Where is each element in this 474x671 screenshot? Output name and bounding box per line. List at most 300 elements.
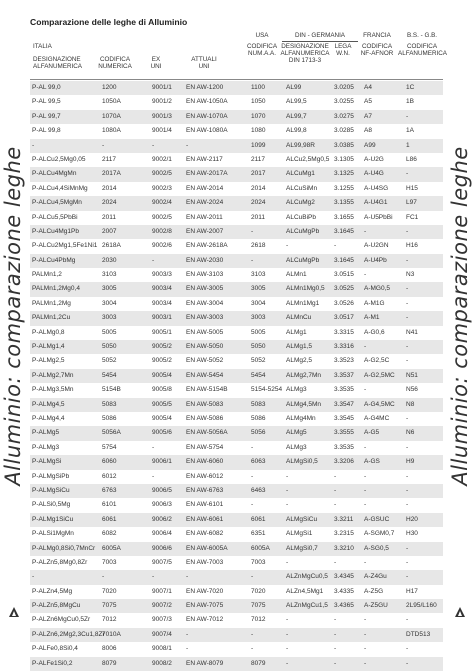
cell-din-lega: 3.4365 [334,602,354,610]
cell-afnor-codifica: A-G5 [364,429,380,437]
cell-ex-uni: 9002/6 [152,242,172,250]
cell-usa-codifica: - [251,630,254,638]
cell-afnor-codifica: - [364,386,367,394]
table-row [30,513,443,527]
cell-afnor-codifica: A-M1 [364,314,380,322]
cell-bs-codifica: L86 [406,155,417,163]
header-gb-codifica: CODIFICA ALFANUMERICA [398,43,447,57]
header-italia: ITALIA [33,43,52,50]
cell-codifica-numerica: 7075 [102,602,117,610]
cell-designazione: P-ALFe1Si0,2 [32,659,73,667]
cell-designazione: P-ALMg2,7Mn [32,371,74,379]
cell-din-designazione: AL99,7 [286,112,307,120]
cell-afnor-codifica: A-SGM0,7 [364,530,395,538]
cell-afnor-codifica: - [364,630,367,638]
cell-din-lega: 3.1255 [334,184,354,192]
cell-codifica-numerica: 3103 [102,271,117,279]
cell-afnor-codifica: A-GSUC [364,515,390,523]
table-row [30,268,443,282]
cell-din-lega: - [334,472,337,480]
cell-attuali-uni: EN AW-2011 [186,213,223,221]
table-row [30,441,443,455]
header-ex-uni: EX UNI [150,56,162,70]
header-usa: USA [255,32,269,39]
cell-din-designazione: ALMn1Mg1 [286,299,320,307]
cell-designazione: P-ALMg0,8 [32,328,65,336]
cell-attuali-uni: EN AW-2117 [186,155,223,163]
cell-bs-codifica: 1B [406,98,414,106]
cell-bs-codifica: H17 [406,587,418,595]
cell-din-designazione: ALCuMgPb [286,256,320,264]
cell-usa-codifica: - [251,501,254,509]
cell-ex-uni: 9006/1 [152,458,172,466]
cell-usa-codifica: 7003 [251,558,266,566]
cell-ex-uni: 9002/3 [152,184,172,192]
cell-afnor-codifica: A-Z5GU [364,602,388,610]
cell-din-lega: - [334,558,337,566]
cell-codifica-numerica: - [102,141,105,149]
cell-ex-uni: 9006/5 [152,486,172,494]
cell-bs-codifica: N8 [406,400,415,408]
table-row [30,657,443,671]
cell-bs-codifica: N3 [406,271,415,279]
cell-din-designazione: ALMgSi0,7 [286,544,318,552]
cell-din-designazione: ALMg3 [286,443,307,451]
cell-usa-codifica: 5154-5254 [251,386,283,394]
cell-codifica-numerica: 3004 [102,299,117,307]
cell-designazione: P-ALZn4,5Mg [32,587,73,595]
table-row [30,124,443,138]
cell-bs-codifica: - [406,573,409,581]
cell-din-designazione: ALCuSiMn [286,184,318,192]
cell-din-designazione: ALMgSi1 [286,530,313,538]
cell-din-lega: 3.1325 [334,170,354,178]
cell-din-lega: 3.3535 [334,443,354,451]
cell-designazione: - [32,573,35,581]
cell-din-lega: 3.1655 [334,213,354,221]
cell-afnor-codifica: - [364,558,367,566]
cell-bs-codifica: - [406,314,409,322]
cell-ex-uni: 9003/1 [152,314,172,322]
cell-ex-uni: 9002/1 [152,155,172,163]
table-row [30,556,443,570]
cell-attuali-uni: EN AW-5454 [186,371,224,379]
header-designazione: DESIGNAZIONE ALFANUMERICA [33,56,82,70]
cell-din-lega: 3.0255 [334,98,354,106]
cell-afnor-codifica: A-U2GN [364,242,389,250]
page-title: Comparazione delle leghe di Alluminio [30,17,188,27]
cell-afnor-codifica: A-M1G [364,299,385,307]
cell-usa-codifica: 5005 [251,328,266,336]
cell-bs-codifica: 2L95/L160 [406,602,437,610]
cell-usa-codifica: - [251,227,254,235]
cell-bs-codifica: L97 [406,199,417,207]
side-label-right [447,0,473,632]
cell-designazione: P-ALCu4PbMg [32,256,76,264]
cell-attuali-uni: EN AW-1200 [186,84,224,91]
cell-din-lega: 3.4345 [334,573,354,581]
cell-codifica-numerica: 6012 [102,472,117,480]
cell-din-designazione: ALCuMg2 [286,199,315,207]
cell-ex-uni: 9007/1 [152,587,172,595]
cell-usa-codifica: - [251,472,254,480]
cell-attuali-uni: - [186,630,189,638]
cell-ex-uni: 9006/6 [152,544,172,552]
cell-din-lega: 3.0525 [334,285,354,293]
cell-ex-uni: 9005/1 [152,328,172,336]
table-row [30,484,443,498]
cell-bs-codifica: FC1 [406,213,419,221]
cell-designazione: PALMn1,2 [32,271,62,279]
cell-usa-codifica: 2024 [251,199,266,207]
header-germania-lega: LEGA W.N. [334,43,352,57]
cell-usa-codifica: 1080 [251,127,266,135]
cell-din-designazione: ALMg2,5 [286,357,313,365]
cell-din-designazione: ALMnCu [286,314,312,322]
cell-attuali-uni: EN AW-1080A [186,127,228,135]
cell-ex-uni: 9003/4 [152,299,172,307]
cell-designazione: PALMn1,2Cu [32,314,71,322]
cell-ex-uni: 9005/8 [152,386,172,394]
cell-din-designazione: ALMn1Mg0,5 [286,285,325,293]
cell-attuali-uni: EN AW-1070A [186,112,228,120]
corner-mark-icon-left [7,605,21,619]
cell-ex-uni: 9006/4 [152,530,172,538]
cell-din-lega: - [334,659,337,667]
cell-ex-uni: 9008/2 [152,659,172,667]
table-row [30,398,443,412]
cell-usa-codifica: 3005 [251,285,266,293]
cell-din-lega: 3.3523 [334,357,354,365]
cell-bs-codifica: - [406,299,409,307]
cell-designazione: P-ALMgSiPb [32,472,70,480]
cell-din-lega: 3.1645 [334,256,354,264]
cell-attuali-uni: EN AW-5086 [186,414,224,422]
cell-codifica-numerica: 5052 [102,357,117,365]
cell-usa-codifica: 7075 [251,602,266,610]
cell-codifica-numerica: 2117 [102,155,116,163]
cell-designazione: P-ALZn5,8Mg0,8Zr [32,558,88,566]
cell-usa-codifica: 3003 [251,314,266,322]
cell-din-designazione: AL99 [286,84,302,91]
cell-designazione: P-ALMg1,4 [32,343,65,351]
cell-afnor-codifica: - [364,343,367,351]
cell-din-designazione: ALCuMg1 [286,170,315,178]
cell-afnor-codifica: A-U4Pb [364,256,387,264]
cell-din-lega: 3.3316 [334,343,354,351]
cell-afnor-codifica: A-U5PbBi [364,213,393,221]
cell-designazione: P-ALMg3,5Mn [32,386,74,394]
cell-attuali-uni: EN AW-8079 [186,659,224,667]
cell-attuali-uni: EN AW-6061 [186,515,224,523]
cell-attuali-uni: EN AW-3103 [186,271,224,279]
cell-bs-codifica: H20 [406,515,418,523]
cell-attuali-uni: EN AW-5154B [186,386,228,394]
cell-din-designazione: ALZnMgCu0,5 [286,573,328,581]
cell-usa-codifica: 5056 [251,429,266,437]
cell-din-designazione: - [286,486,289,494]
header-attuali-uni: ATTUALI UNI [191,56,217,70]
cell-din-lega: 3.3211 [334,515,354,523]
cell-ex-uni: 9005/2 [152,343,172,351]
cell-attuali-uni: EN AW-7012 [186,616,224,624]
cell-attuali-uni: EN AW-2030 [186,256,224,264]
table-row [30,455,443,469]
cell-usa-codifica: 5050 [251,343,266,351]
cell-bs-codifica: N56 [406,386,418,394]
cell-designazione: P-ALCu4MgMn [32,170,77,178]
cell-usa-codifica: - [251,645,254,653]
table-row [30,570,443,584]
cell-attuali-uni: EN AW-5052 [186,357,224,365]
cell-din-designazione: - [286,645,289,653]
cell-afnor-codifica: A-U4G1 [364,199,388,207]
side-label-left-text: Alluminio: comparazione leghe [1,146,25,486]
cell-din-designazione: ALZn4,5Mg1 [286,587,324,595]
cell-usa-codifica: 7020 [251,587,266,595]
cell-bs-codifica: - [406,357,409,365]
header-bottom-rule [30,79,443,80]
cell-ex-uni: 9006/2 [152,515,172,523]
cell-din-designazione: ALMg1 [286,328,307,336]
cell-bs-codifica: - [406,501,409,509]
cell-designazione: P-ALMg2,5 [32,357,65,365]
cell-afnor-codifica: A-U4SG [364,184,389,192]
cell-din-lega: 3.3535 [334,386,354,394]
cell-bs-codifica: - [406,112,409,120]
cell-afnor-codifica: A-Z4Gu [364,573,387,581]
cell-attuali-uni: EN AW-2014 [186,184,224,192]
cell-usa-codifica: 1100 [251,84,265,91]
cell-ex-uni: 9001/2 [152,98,172,106]
corner-mark-icon-right [453,605,467,619]
cell-bs-codifica: H16 [406,242,418,250]
cell-din-lega: 3.0517 [334,314,354,322]
cell-codifica-numerica: 5086 [102,414,117,422]
cell-afnor-codifica: - [364,486,367,494]
header-germania-rule [282,41,358,42]
cell-ex-uni: 9006/3 [152,501,172,509]
cell-usa-codifica: 3004 [251,299,266,307]
cell-designazione: P-ALMg5 [32,429,60,437]
cell-codifica-numerica: 5005 [102,328,117,336]
table-row [30,369,443,383]
cell-din-designazione: ALMg5 [286,429,307,437]
cell-afnor-codifica: A8 [364,127,372,135]
cell-designazione: P-ALMg3 [32,443,60,451]
cell-designazione: - [32,141,35,149]
cell-din-lega: - [334,645,337,653]
table-row [30,239,443,253]
table-row [30,412,443,426]
cell-din-lega: - [334,616,337,624]
cell-codifica-numerica: 8006 [102,645,117,653]
cell-codifica-numerica: 6060 [102,458,117,466]
cell-usa-codifica: 2014 [251,184,266,192]
cell-designazione: P-ALCu5,5PbBi [32,213,78,221]
cell-din-lega: - [334,486,337,494]
cell-ex-uni: - [152,573,155,581]
cell-bs-codifica: 1 [406,141,410,149]
cell-designazione: P-ALCu4,4SiMnMg [32,184,88,192]
cell-ex-uni: 9003/3 [152,271,172,279]
cell-din-lega: 3.3555 [334,429,354,437]
cell-din-lega: 3.3206 [334,458,354,466]
cell-din-lega: 3.0275 [334,112,354,120]
table-row [30,326,443,340]
table-row [30,311,443,325]
cell-ex-uni: 9001/4 [152,127,172,135]
cell-codifica-numerica: 2030 [102,256,117,264]
cell-attuali-uni: EN AW-6763 [186,486,224,494]
cell-attuali-uni: EN AW-2017A [186,170,228,178]
cell-designazione: P-ALZn5,8MgCu [32,602,81,610]
cell-din-lega: 3.3537 [334,371,354,379]
cell-bs-codifica: H9 [406,458,415,466]
cell-attuali-uni: EN AW-3004 [186,299,224,307]
cell-din-designazione: ALMg4Mn [286,414,316,422]
cell-designazione: P-AL 99,0 [32,84,61,91]
cell-din-designazione: - [286,616,289,624]
cell-din-designazione: AL99,98R [286,141,315,149]
cell-designazione: P-ALZn6MgCu0,5Zr [32,616,91,624]
cell-usa-codifica: 2117 [251,155,265,163]
table-row [30,196,443,210]
cell-usa-codifica: 6061 [251,515,266,523]
table-row [30,628,443,642]
cell-codifica-numerica: 6061 [102,515,117,523]
cell-attuali-uni: - [186,573,189,581]
header-gb: B.S. - G.B. [406,32,438,39]
cell-din-lega: 3.1645 [334,227,354,235]
header-francia-codifica: CODIFICA NF-AFNOR [360,43,394,57]
cell-afnor-codifica: A-G4,5MC [364,400,395,408]
cell-designazione: P-ALCu4,5MgMn [32,199,82,207]
cell-bs-codifica: DTD513 [406,630,431,638]
cell-din-lega: - [334,501,337,509]
cell-attuali-uni: EN AW-5083 [186,400,224,408]
cell-usa-codifica: 1099 [251,141,266,149]
cell-afnor-codifica: - [364,616,367,624]
cell-bs-codifica: N41 [406,328,418,336]
header-usa-codifica: CODIFICA NUM.A.A. [246,43,278,57]
cell-bs-codifica: H15 [406,184,418,192]
table-row [30,167,443,181]
cell-afnor-codifica: A-G0,6 [364,328,385,336]
cell-codifica-numerica: 7003 [102,558,117,566]
cell-attuali-uni: EN AW-2007 [186,227,224,235]
cell-designazione: P-ALSi0,5Mg [32,501,71,509]
cell-usa-codifica: 5086 [251,414,266,422]
cell-usa-codifica: - [251,256,254,264]
cell-designazione: P-ALCu2,5Mg0,05 [32,155,86,163]
cell-codifica-numerica: 5083 [102,400,117,408]
cell-codifica-numerica: 7012 [102,616,117,624]
cell-afnor-codifica: A-U2G [364,155,384,163]
cell-attuali-uni: EN AW-3005 [186,285,224,293]
cell-designazione: P-ALCu4Mg1Pb [32,227,79,235]
table-row [30,354,443,368]
cell-bs-codifica: - [406,256,409,264]
cell-ex-uni: 9002/5 [152,170,172,178]
cell-afnor-codifica: A-G2,5C [364,357,390,365]
table-row [30,426,443,440]
cell-attuali-uni: EN AW-5754 [186,443,224,451]
cell-bs-codifica: - [406,285,409,293]
cell-din-lega: 3.1355 [334,199,354,207]
cell-afnor-codifica: A-MG0,5 [364,285,391,293]
cell-usa-codifica: - [251,573,254,581]
table-row [30,470,443,484]
cell-codifica-numerica: 1070A [102,112,121,120]
cell-din-lega: 3.0205 [334,84,354,91]
cell-attuali-uni: - [186,645,189,653]
cell-ex-uni: - [152,256,155,264]
cell-codifica-numerica: 5154B [102,386,121,394]
cell-din-lega: - [334,630,337,638]
cell-afnor-codifica: A-Z5G [364,587,384,595]
table-row [30,542,443,556]
table-row [30,153,443,167]
cell-codifica-numerica: 5050 [102,343,117,351]
table-row [30,498,443,512]
table-row [30,599,443,613]
cell-codifica-numerica: 5754 [102,443,117,451]
cell-ex-uni: 9007/3 [152,616,172,624]
cell-ex-uni: 9002/5 [152,213,172,221]
cell-codifica-numerica: 6082 [102,530,117,538]
cell-ex-uni: 9005/4 [152,414,172,422]
cell-bs-codifica: N51 [406,371,418,379]
cell-bs-codifica: - [406,558,409,566]
cell-din-designazione: ALCu2,5Mg0,5 [286,155,330,163]
cell-afnor-codifica: - [364,227,367,235]
cell-din-lega: 3.0526 [334,299,354,307]
cell-ex-uni: - [152,141,155,149]
cell-din-designazione: ALMg4,5Mn [286,400,322,408]
cell-codifica-numerica: 7010A [102,630,121,638]
cell-attuali-uni: EN AW-7020 [186,587,224,595]
cell-afnor-codifica: A-G4MC [364,414,390,422]
cell-din-designazione: - [286,558,289,566]
cell-codifica-numerica: 2011 [102,213,116,221]
cell-usa-codifica: 5083 [251,400,266,408]
cell-ex-uni: 9001/3 [152,112,172,120]
cell-ex-uni: 9005/6 [152,429,172,437]
cell-din-designazione: ALMgSi0,5 [286,458,318,466]
cell-ex-uni: 9005/2 [152,357,172,365]
cell-din-lega: 3.3210 [334,544,354,552]
cell-codifica-numerica: 2618A [102,242,121,250]
cell-codifica-numerica: 2017A [102,170,121,178]
cell-attuali-uni: - [186,141,189,149]
cell-usa-codifica: 8079 [251,659,266,667]
cell-din-designazione: ALMn1 [286,271,307,279]
cell-designazione: P-ALMgSi [32,458,62,466]
cell-din-designazione: AL99,8 [286,127,307,135]
cell-designazione: P-ALMg0,8Si0,7MnCr [32,544,96,552]
cell-din-lega: - [334,242,337,250]
cell-afnor-codifica: - [364,271,367,279]
table-row [30,383,443,397]
table-row [30,527,443,541]
cell-afnor-codifica: A99 [364,141,376,149]
cell-attuali-uni: EN AW-7003 [186,558,224,566]
cell-designazione: P-ALZn6,2Mg2,3Cu1,8Zr [32,630,105,638]
cell-attuali-uni: EN AW-6005A [186,544,228,552]
cell-bs-codifica: - [406,659,409,667]
cell-designazione: P-AL 99,8 [32,127,61,135]
